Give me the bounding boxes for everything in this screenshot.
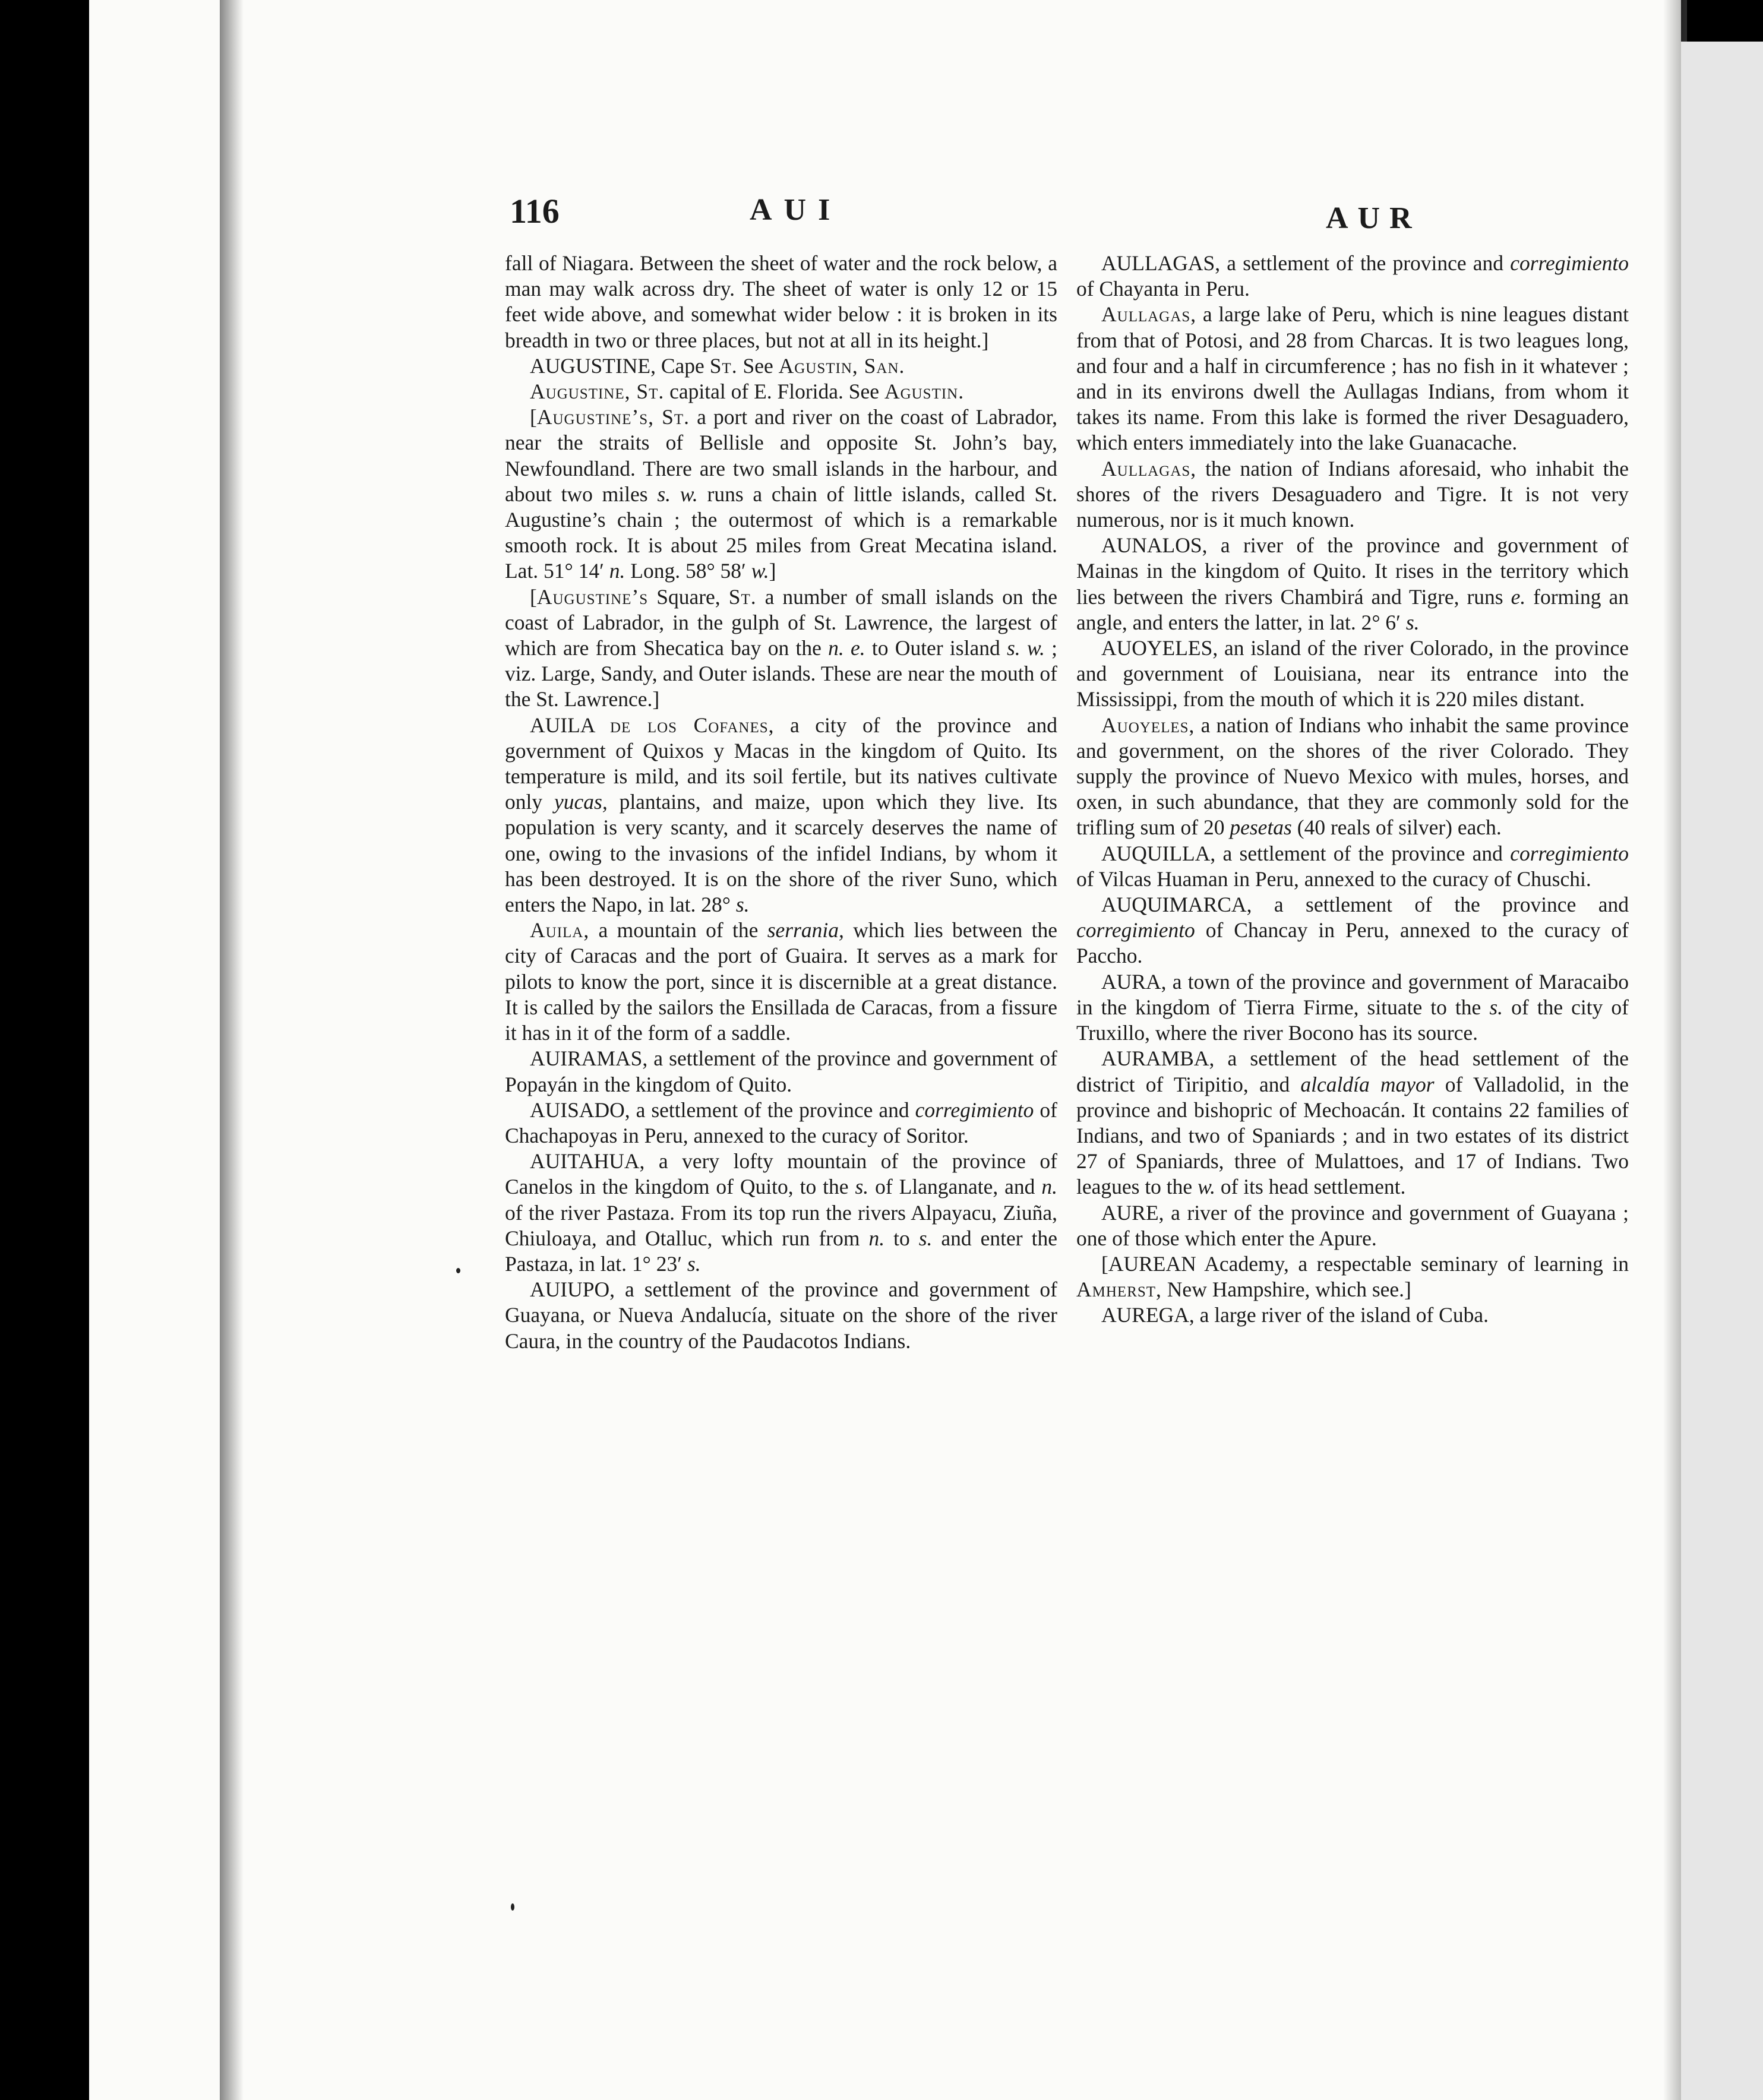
entry-text-run: pesetas (1230, 815, 1292, 840)
entry-text-run: AUOYELES, an island of the river Colorado, in the province and government of Louisiana, near its entrance into the Mississippi, from the mouth of which it is 220 miles distant. (1076, 636, 1629, 711)
dictionary-entry (1076, 713, 1629, 841)
entry-text-run: w. (1198, 1175, 1215, 1199)
entry-text-run: fall of Niagara. Between the sheet of water and the rock below, a man may walk across dry. The sheet of water is only 12 or 15 feet wide above, and somewhat wider below : it is broken in its breadth in two or three places, but not at all in its height.] (505, 251, 1057, 352)
entry-text-run: which lies between the city of Caracas and the port of Guaira. It serves as a mark for pilots to know the port, since it is discernible at a great distance. It is called by the sailors the Ensillada de Caracas, from a fissure it has in it of the form of a saddle. (505, 918, 1057, 1045)
entry-text-run: Augustine’s, St. (536, 405, 690, 429)
entry-text-run: AUREGA, a large river of the island of Cuba. (1101, 1303, 1489, 1327)
entry-text-run: AUIRAMAS, a settlement of the province and government of Popayán in the kingdom of Quito. (505, 1046, 1057, 1096)
dictionary-entry (1076, 969, 1629, 1046)
entry-text-run: s. (855, 1175, 869, 1199)
dictionary-entry (1076, 1302, 1629, 1328)
entry-text-run: [AUREAN Academy, a respectable seminary of learning in (1101, 1251, 1629, 1276)
entry-text-run: AUQUILLA, a settlement of the province and (1101, 841, 1511, 865)
entry-text-run: Long. 58° 58′ (625, 559, 751, 583)
entry-text-run: AULLAGAS, a settlement of the province and (1101, 251, 1511, 275)
entry-text-run: capital of E. Florida. See (664, 379, 884, 404)
entry-text-run: n. (609, 559, 625, 583)
entry-text-run: a city of the province and government of Quixos y Macas in the kingdom of Quito. Its temperature is mild, and its soil fertile, but its natives cultivate only (505, 713, 1057, 814)
entry-text-run: s. w. (1006, 636, 1045, 660)
entry-text-run: corregimiento (1076, 918, 1195, 943)
entry-text-run: AUGUSTINE, Cape (530, 353, 710, 378)
dictionary-entry (505, 379, 1057, 404)
entry-text-run: of the city of Truxillo, where the river Bocono has its source. (1076, 995, 1629, 1045)
entry-text-run: e. (1511, 584, 1526, 609)
entry-text-run: New Hampshire, which see.] (1161, 1277, 1411, 1302)
entry-text-run: of Valladolid, in the province and bishopric of Mechoacán. It contains 22 families of Indians, and two of Spaniards ; and in two estates of its district 27 of Spaniards, three of Mulattoes, and 17 of Indians. Two leagues to the (1076, 1072, 1629, 1199)
entry-text-run: of Chachapoyas in Peru, annexed to the curacy of Soritor. (505, 1098, 1057, 1147)
entry-text-run: AUISADO, a settlement of the province and (530, 1098, 915, 1122)
dictionary-entry (505, 584, 1057, 713)
entry-text-run: corregimiento (915, 1098, 1034, 1122)
entry-text-run: AUITAHUA, a very lofty mountain of the province of Canelos in the kingdom of Quito, to the (505, 1149, 1057, 1199)
right-column (1076, 251, 1629, 1329)
entry-text-run: plantains, and maize, upon which they live. Its population is very scanty, and it scarcely deserves the name of one, owing to the invasions of the infidel Indians, by whom it has been destroyed. It is on the shore of the river Suno, which enters the Napo, in lat. 28° (505, 790, 1057, 917)
dictionary-entry (505, 1149, 1057, 1277)
entry-text-run: a nation of Indians who inhabit the same province and government, on the shores of the river Colorado. They supply the province of Nuevo Mexico with mules, horses, and oxen, in such abundance, that they are commonly sold for the trifling sum of 20 (1076, 713, 1629, 840)
entry-text-run: AUILA (530, 713, 610, 737)
entry-text-run: ] (769, 559, 776, 583)
entry-text-run: of its head settlement. (1215, 1175, 1406, 1199)
dictionary-entry (1076, 456, 1629, 533)
entry-text-run: AURA, a town of the province and government of Maracaibo in the kingdom of Tierra Firme, situate to the (1076, 969, 1629, 1019)
next-page-edge (1681, 42, 1763, 2100)
entry-text-run: ; viz. Large, Sandy, and Outer islands. These are near the mouth of the St. Lawrence.] (505, 636, 1058, 711)
entry-text-run: to Outer island (865, 636, 1007, 660)
entry-text-run: s. (687, 1251, 701, 1276)
dictionary-entry (1076, 841, 1629, 892)
entry-text-run: s. (1489, 995, 1503, 1019)
entry-text-run: of Vilcas Huaman in Peru, annexed to the curacy of Chuschi. (1076, 866, 1591, 891)
entry-text-run: corregimiento (1510, 841, 1629, 865)
dictionary-entry (1076, 251, 1629, 302)
entry-text-run: St. (709, 353, 738, 378)
dictionary-entry (1076, 533, 1629, 635)
entry-text-run: Augustine, St. (530, 379, 665, 404)
entry-text-run: forming an angle, and enters the latter, in lat. 2° 6′ (1076, 584, 1629, 634)
entry-text-run: corregimiento (1510, 251, 1629, 275)
entry-text-run: [ (530, 584, 537, 609)
running-head-left: AUI (750, 193, 842, 227)
entry-text-run: [ (530, 405, 537, 429)
dictionary-entry (505, 1046, 1057, 1097)
entry-text-run: n. (1041, 1175, 1058, 1199)
entry-text-run: Augustine’s (536, 584, 649, 609)
entry-text-run: Aullagas, (1101, 302, 1197, 327)
entry-text-run: Amherst, (1076, 1277, 1162, 1302)
entry-text-run: the nation of Indians aforesaid, who inhabit the shores of the rivers Desaguadero and Tigre. It is not very numerous, nor is it much known. (1076, 456, 1629, 532)
entry-text-run: Agustin. (884, 379, 965, 404)
entry-text-run: of Llanganate, and (868, 1175, 1042, 1199)
dictionary-entry (1076, 892, 1629, 969)
entry-text-run: of the river Pastaza. From its top run the rivers Alpayacu, Ziuña, Chiuloaya, and Otalluc, which run from (505, 1200, 1057, 1250)
entry-text-run: s. (735, 893, 750, 917)
entry-text-run: serrania, (767, 918, 844, 943)
entry-text-run: Auila, (530, 918, 590, 943)
dictionary-entry (505, 353, 1057, 379)
entry-text-run: AURAMBA, a settlement of the head settlement of the district of Tiripitio, and (1076, 1046, 1629, 1096)
entry-text-run: s. (918, 1226, 933, 1250)
entry-text-run: a large lake of Peru, which is nine leagues distant from that of Potosi, and 28 from Charcas. It is two leagues long, and four and a half in circumference ; has no fish in it whatever ; and in its environs dwell the Aullagas Indians, from whom it takes its name. From this lake is formed the river Desaguadero, which enters immediately into the lake Guanacache. (1076, 302, 1629, 455)
entry-text-run: and enter the Pastaza, in lat. 1° 23′ (505, 1226, 1057, 1276)
entry-text-run: AURE, a river of the province and government of Guayana ; one of those which enter the Apure. (1076, 1200, 1629, 1250)
entry-text-run: See (737, 353, 779, 378)
entry-text-run: AUNALOS, a river of the province and government of Mainas in the kingdom of Quito. It rises in the territory which lies between the rivers Chambirá and Tigre, runs (1076, 533, 1629, 609)
running-head-right: AUR (1326, 201, 1421, 235)
dictionary-entry (1076, 1046, 1629, 1200)
entry-text-run: to (884, 1226, 919, 1250)
entry-text-run: Aullagas, (1101, 456, 1197, 480)
entry-text-run: of Chancay in Peru, annexed to the curacy of Paccho. (1076, 918, 1629, 968)
dictionary-entry (505, 251, 1057, 353)
page-number: 116 (510, 192, 560, 230)
entry-text-run: a number of small islands on the coast of Labrador, in the gulph of St. Lawrence, the largest of which are from Shecatica bay on the (505, 584, 1057, 660)
entry-text-run: alcaldía mayor (1300, 1072, 1435, 1096)
entry-text-run: de los Cofanes, (609, 713, 775, 737)
entry-text-run: s. w. (657, 482, 698, 506)
dictionary-entry (1076, 635, 1629, 713)
dictionary-entry (505, 713, 1057, 918)
dictionary-entry (505, 918, 1057, 1046)
entry-text-run: a port and river on the coast of Labrador, near the straits of Bellisle and opposite St. John’s bay, Newfoundland. There are two small islands in the harbour, and about two miles (505, 405, 1058, 506)
print-speck (456, 1268, 460, 1273)
dictionary-entry (505, 404, 1057, 584)
entry-text-run: Auoyeles, (1101, 713, 1195, 737)
entry-text-run: St. (728, 584, 757, 609)
entry-text-run: Agustin, San. (778, 353, 905, 378)
entry-text-run: Square, (648, 584, 729, 609)
entry-text-run: of Chayanta in Peru. (1076, 277, 1250, 301)
gutter-shadow (220, 0, 244, 2100)
entry-text-run: AUIUPO, a settlement of the province and government of Guayana, or Nueva Andalucía, situate on the shore of the river Caura, in the country of the Paudacotos Indians. (505, 1277, 1057, 1353)
dictionary-entry (1076, 1251, 1629, 1302)
entry-text-run: yucas, (554, 790, 608, 814)
entry-text-run: (40 reals of silver) each. (1291, 815, 1502, 840)
dictionary-entry (1076, 1200, 1629, 1251)
dictionary-entry (505, 1277, 1057, 1354)
entry-text-run: s. (1405, 610, 1420, 634)
entry-text-run: n. (868, 1226, 885, 1250)
dictionary-entry (505, 1098, 1057, 1149)
print-speck (511, 1903, 514, 1911)
entry-text-run: runs a chain of little islands, called St. Augustine’s chain ; the outermost of which is a remarkable smooth rock. It is about 25 miles from Great Mecatina island. Lat. 51° 14′ (505, 482, 1058, 583)
left-column (505, 251, 1057, 1354)
dictionary-entry (1076, 302, 1629, 456)
entry-text-run: w. (751, 559, 769, 583)
entry-text-run: n. e. (828, 636, 865, 660)
entry-text-run: AUQUIMARCA, a settlement of the province and (1101, 893, 1629, 917)
entry-text-run: a mountain of the (589, 918, 767, 943)
